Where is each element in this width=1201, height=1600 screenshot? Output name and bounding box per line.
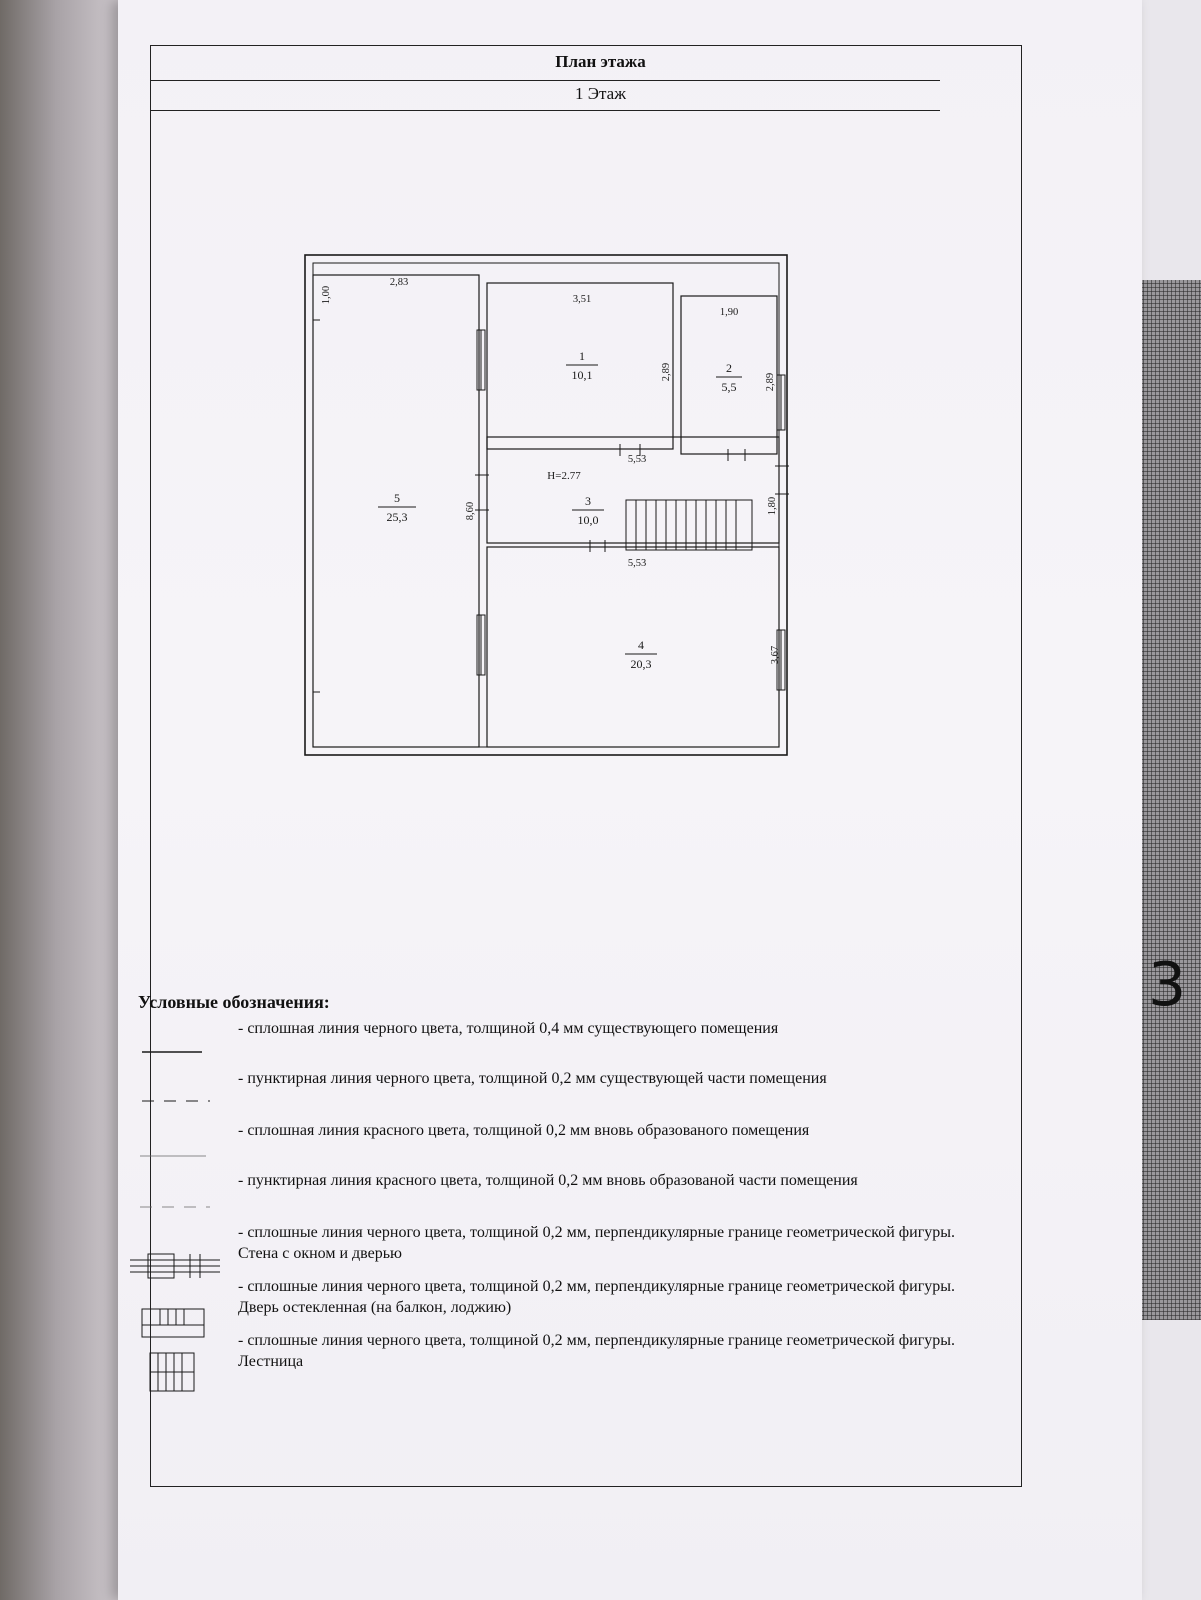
dimension-2-83: 2,83 [389,277,409,288]
room-5-area: 25,3 [386,510,408,524]
dimension-2-89-room1: 2,89 [661,362,672,382]
room-4-number: 4 [638,638,644,652]
room-1-area: 10,1 [571,368,593,382]
room-1-outline [487,283,673,449]
dimension-3-67: 3,67 [770,645,781,665]
room-3-number: 3 [585,494,591,508]
legend-title: Условные обозначения: [138,992,330,1012]
dimension-5-53-upper: 5,53 [627,454,647,465]
dimension-8-60: 8,60 [465,501,476,521]
side-page-glyph: 3 [1148,950,1187,1020]
room-3-area: 10,0 [577,513,599,527]
legend-item-stairs: - сплошные линия черного цвета, толщиной 0,2 мм, перпендикулярные границе геометрической фигуры. Лестница [238,1332,956,1370]
dimension-3-51: 3,51 [572,294,592,305]
legend-stair-symbol [150,1353,194,1391]
dimension-5-53-lower: 5,53 [627,558,647,569]
window-marks [477,330,785,690]
room-4-outline [487,547,779,747]
dimension-1-00: 1,00 [321,285,332,305]
room-3-outline [487,437,779,543]
legend-wall-window-door-symbol [130,1254,220,1278]
page-subtitle: 1 Этаж [575,84,626,103]
ceiling-height-label: H=2.77 [547,470,581,482]
door-marks [313,320,789,692]
legend-item-dashed-red: - пунктирная линия красного цвета, толщиной 0,2 мм вновь образованой части помещения [238,1172,858,1189]
legend-item-dashed-black: - пунктирная линия черного цвета, толщиной 0,2 мм существующей части помещения [238,1070,827,1087]
room-2-area: 5,5 [721,380,737,394]
legend-glazed-door-symbol [142,1309,204,1337]
room-2-outline [681,296,777,454]
dimension-1-80: 1,80 [767,496,778,516]
dimension-1-90: 1,90 [719,307,739,318]
dimension-2-89-room2: 2,89 [765,372,776,392]
legend-item-wall-window-door: - сплошные линия черного цвета, толщиной 0,2 мм, перпендикулярные границе геометрической фигуры. Стена с окном и дверью [238,1224,956,1262]
room-1-number: 1 [579,349,585,363]
legend-symbols [130,1015,230,1395]
room-4-area: 20,3 [630,657,652,671]
room-2-number: 2 [726,361,732,375]
inner-wall-outline [313,263,779,747]
room-fraction-lines [378,362,742,654]
legend-item-solid-red: - сплошная линия красного цвета, толщиной 0,2 мм вновь образованого помещения [238,1122,810,1139]
page-title: План этажа [555,52,646,71]
room-5-number: 5 [394,491,400,505]
legend-item-glazed-door: - сплошные линия черного цвета, толщиной 0,2 мм, перпендикулярные границе геометрической фигуры. Дверь остекленная (на балкон, лоджию) [238,1278,956,1316]
legend-item-solid-black: - сплошная линия черного цвета, толщиной 0,4 мм существующего помещения [238,1020,779,1037]
outer-wall-outline [305,255,787,755]
